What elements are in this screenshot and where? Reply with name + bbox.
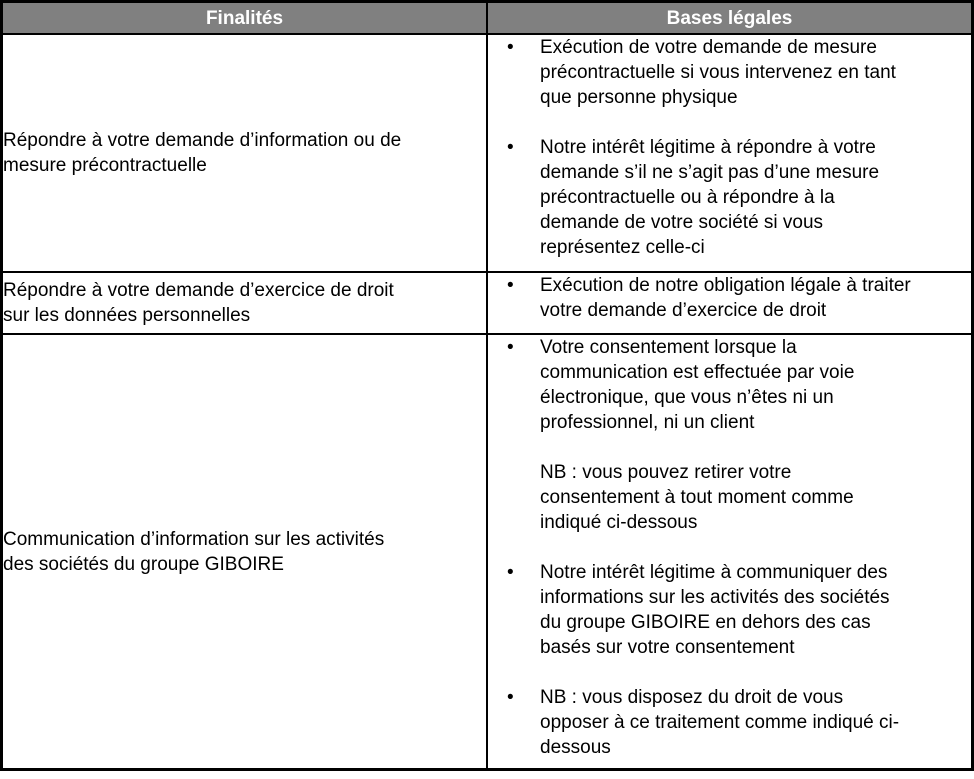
bullet-icon: • [507, 37, 514, 58]
bullet-icon: • [507, 562, 514, 583]
finalite-text-line: Communication d’information sur les activités [3, 528, 385, 550]
bullet-icon: • [507, 337, 514, 358]
bases-legales-cell [487, 34, 973, 272]
finalite-cell [2, 334, 488, 770]
finalite-text-line: mesure précontractuelle [3, 155, 207, 176]
finalite-text-line: Répondre à votre demande d’information ou de [3, 130, 402, 151]
table-header [2, 2, 973, 35]
base-legale-text-line: Votre consentement lorsque la [540, 337, 797, 358]
base-legale-text-line: demande de votre société si vous [540, 212, 824, 233]
base-legale-text [540, 335, 971, 435]
bases-legales-cell [487, 334, 973, 770]
base-legale-text-line: basés sur votre consentement [540, 637, 795, 658]
base-legale-text-line: Exécution de notre obligation légale à traiter [540, 275, 911, 296]
base-legale-text [540, 560, 971, 660]
base-legale-text-line: précontractuelle si vous intervenez en tant [540, 62, 896, 83]
bullet-icon: • [507, 275, 514, 296]
base-legale-text-line: professionnel, ni un client [540, 412, 755, 433]
bases-list [488, 273, 971, 323]
note-item [488, 460, 971, 535]
finalite-text-line: des sociétés du groupe GIBOIRE [3, 553, 284, 575]
base-legale-text [540, 460, 971, 535]
base-legale-text [540, 273, 971, 323]
bullet-icon: • [507, 687, 514, 708]
bullet-item [488, 273, 971, 323]
base-legale-text-line: indiqué ci-dessous [540, 512, 698, 533]
base-legale-text-line: Notre intérêt légitime à communiquer des [540, 562, 888, 583]
finalite-text-line: sur les données personnelles [3, 305, 251, 326]
bases-list [488, 335, 971, 760]
base-legale-text-line: communication est effectuée par voie [540, 362, 855, 383]
finalite-cell [2, 34, 488, 272]
base-legale-text-line: NB : vous disposez du droit de vous [540, 687, 844, 708]
bases-list [488, 35, 971, 260]
column-header-finalites: Finalités [2, 2, 488, 35]
header-row [2, 2, 973, 35]
base-legale-text-line: votre demande d’exercice de droit [540, 300, 827, 321]
base-legale-text-line: que personne physique [540, 87, 738, 108]
bullet-item [488, 560, 971, 660]
base-legale-text [540, 135, 971, 260]
base-legale-text [540, 685, 971, 760]
base-legale-text-line: NB : vous pouvez retirer votre [540, 462, 792, 483]
finalite-cell [2, 272, 488, 334]
base-legale-text-line: opposer à ce traitement comme indiqué ci- [540, 712, 900, 733]
bullet-item [488, 35, 971, 110]
base-legale-text-line: Exécution de votre demande de mesure [540, 37, 877, 58]
base-legale-text-line: représentez celle-ci [540, 237, 705, 258]
base-legale-text-line: électronique, que vous n’êtes ni un [540, 387, 834, 408]
table-row [2, 34, 973, 272]
table-body [2, 34, 973, 770]
bullet-item [488, 335, 971, 435]
base-legale-text-line: précontractuelle ou à répondre à la [540, 187, 835, 208]
base-legale-text-line: du groupe GIBOIRE en dehors des cas [540, 612, 871, 633]
column-header-bases-legales: Bases légales [487, 2, 973, 35]
bullet-item [488, 135, 971, 260]
finalite-text-line: Répondre à votre demande d’exercice de droit [3, 280, 394, 301]
bullet-item [488, 685, 971, 760]
table-row [2, 334, 973, 770]
base-legale-text-line: dessous [540, 737, 611, 758]
base-legale-text-line: consentement à tout moment comme [540, 487, 854, 508]
base-legale-text-line: demande s’il ne s’agit pas d’une mesure [540, 162, 880, 183]
base-legale-text-line: informations sur les activités des sociétés [540, 587, 890, 608]
table-row [2, 272, 973, 334]
bullet-icon: • [507, 137, 514, 158]
base-legale-text-line: Notre intérêt légitime à répondre à votre [540, 137, 876, 158]
bases-legales-cell [487, 272, 973, 334]
base-legale-text [540, 35, 971, 110]
